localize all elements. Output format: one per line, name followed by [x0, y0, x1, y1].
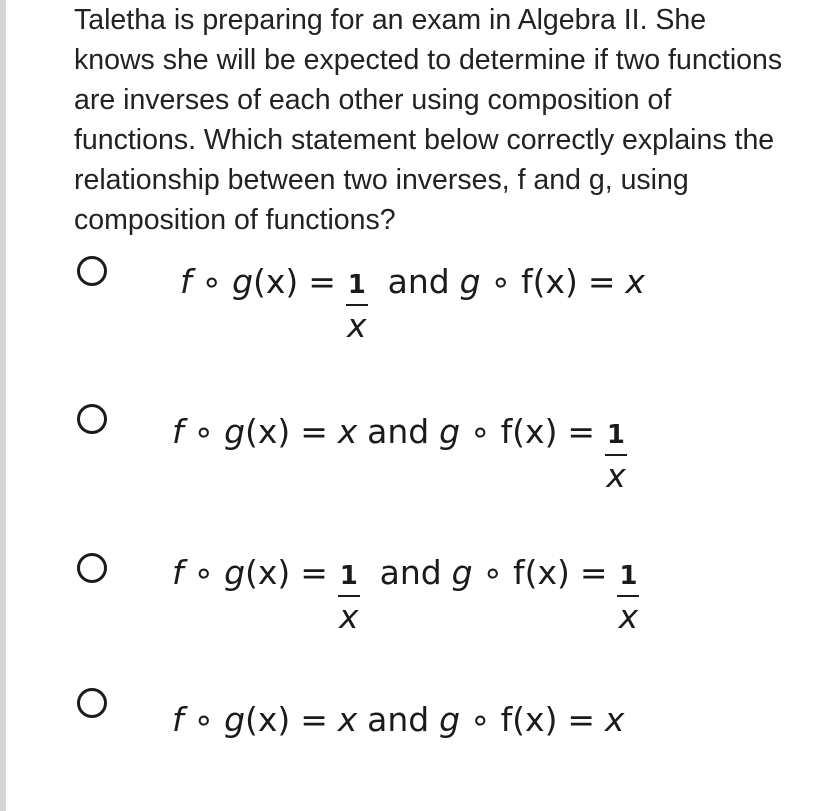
option-b-radio[interactable]: [77, 404, 107, 434]
option-a-formula: f ∘ g (x) = $\frac{1}{x}$ and g ∘ f(x) = x: [180, 262, 645, 345]
option-a-radio[interactable]: [77, 256, 107, 286]
option-c-radio[interactable]: [77, 553, 107, 583]
option-b-formula: f ∘ g (x) = x and g ∘ f(x) = $\frac{1}{x}$: [172, 412, 626, 495]
fraction-one-over-x: $\frac{1}{x}$: [618, 561, 639, 636]
left-border: [0, 0, 6, 811]
option-d-formula: f ∘ g (x) = x and g ∘ f(x) = x: [172, 700, 625, 739]
option-c-formula: f ∘ g (x) = $\frac{1}{x}$ and g ∘ f(x) = $\frac{1}{x}$: [172, 553, 639, 636]
question-text: Taletha is preparing for an exam in Algebra II. She knows she will be expected to determine if two functions are inverses of each other using composition of functions. Which statement below correctly explains the relationship between two inverses, f and g, using composition of functions?: [74, 4, 783, 236]
fraction-one-over-x: $\frac{1}{x}$: [606, 420, 626, 495]
option-d-radio[interactable]: [77, 688, 107, 718]
fraction-one-over-x: $\frac{1}{x}$: [347, 270, 367, 345]
fraction-one-over-x: $\frac{1}{x}$: [339, 561, 359, 636]
